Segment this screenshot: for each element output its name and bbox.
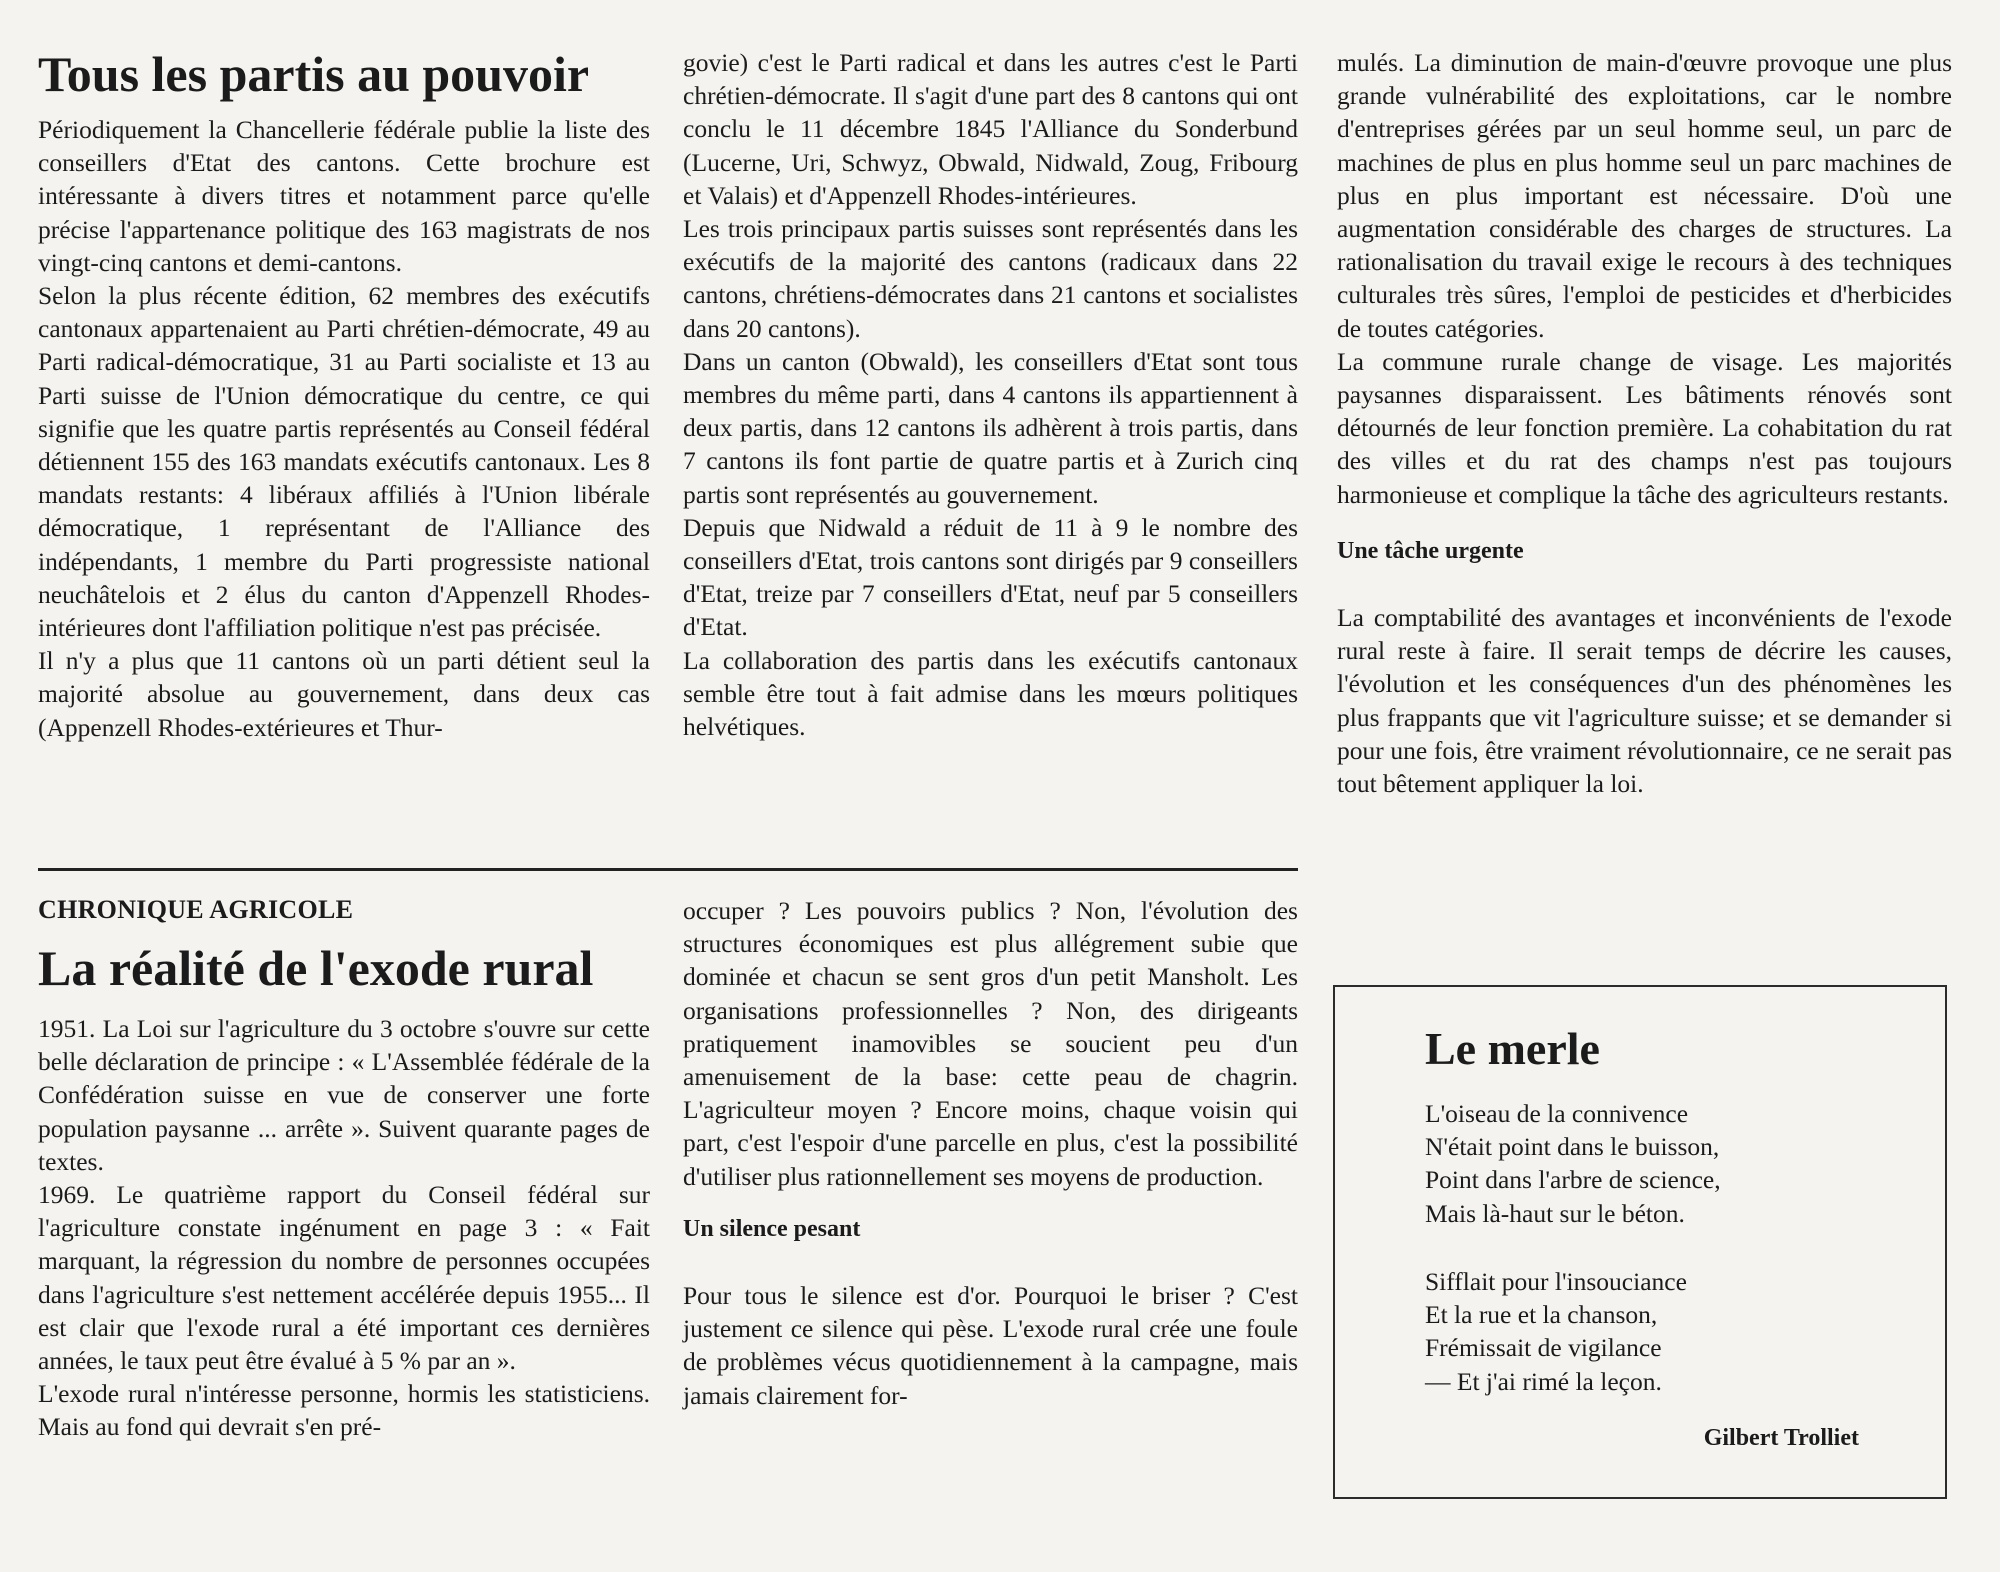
article1-paragraph-1: Périodiquement la Chancellerie fédérale publie la liste des conseillers d'Etat des cantons. Cette brochure est intéressante à divers titres et notamment parce qu'elle précise l'appartenance politique des 163 magistrats de nos vingt-cinq cantons et demi-cantons.	[38, 115, 650, 277]
subheading: Une tâche urgente	[1337, 537, 1524, 564]
poem-box	[1333, 985, 1947, 1499]
article-headline: Tous les partis au pouvoir	[38, 46, 590, 102]
poem-title: Le merle	[1425, 1023, 1600, 1074]
article1-column-1	[38, 113, 650, 744]
article2-paragraph-4b: mulés. La diminution de main-d'œuvre provoque une plus grande vulnérabilité des exploitations, car le nombre d'entreprises gérées par un seul homme seul, un parc de machines de plus en plus homme seul un parc machines de plus en plus important est nécessaire. D'où une augmentation considérable des charges de structures. La rationalisation du travail exige le recours à des techniques culturales très sûres, l'emploi de pesticides et d'herbicides de toutes catégories.	[1337, 48, 1952, 343]
article1-paragraph-3b: govie) c'est le Parti radical et dans les autres c'est le Parti chrétien-démocrate. Il s'agit d'une part des 8 cantons qui ont conclu le 11 décembre 1845 l'Alliance du Sonderbund (Lucerne, Uri, Schwyz, Obwald, Nidwald, Zoug, Fribourg et Valais) et d'Appenzell Rhodes-intérieures.	[683, 48, 1298, 210]
poem-line: L'oiseau de la connivence	[1425, 1099, 1689, 1128]
article2-paragraph-4a: Pour tous le silence est d'or. Pourquoi le briser ? C'est justement ce silence qui pèse. L'exode rural crée une foule de problèmes vécus quotidiennement à la campagne, mais jamais clairement for-	[683, 1281, 1298, 1410]
article1-column-2	[683, 46, 1298, 743]
article1-paragraph-2: Selon la plus récente édition, 62 membres des exécutifs cantonaux appartenaient au Parti chrétien-démocrate, 49 au Parti radical-démocratique, 31 au Parti socialiste et 13 au Parti suisse de l'Union démocratique du centre, ce qui signifie que les quatre partis représentés au Conseil fédéral détiennent 155 des 163 mandats exécutifs cantonaux. Les 8 mandats restants: 4 libéraux affiliés à l'Union libérale démocratique, 1 représentant de l'Alliance des indépendants, 1 membre du Parti progressiste national neuchâtelois et 2 élus du canton d'Appenzell Rhodes-intérieures dont l'affiliation politique n'est pas précisée.	[38, 281, 650, 643]
section-divider	[38, 868, 1298, 871]
article2-paragraph-6: La comptabilité des avantages et inconvénients de l'exode rural reste à faire. Il serait temps de décrire les causes, l'évolution et les conséquences d'un des phénomènes les plus frappants que vit l'agriculture suisse; et se demander si pour une fois, être vraiment révolutionnaire, ce ne serait pas tout bêtement appliquer la loi.	[1337, 603, 1952, 799]
article2-column-2	[683, 894, 1298, 1412]
section-kicker: CHRONIQUE AGRICOLE	[38, 895, 354, 924]
article2-paragraph-2: 1969. Le quatrième rapport du Conseil fédéral sur l'agriculture constate ingénument en page 3 : « Fait marquant, la régression du nombre de personnes occupées dans l'agriculture s'est nettement accélérée depuis 1955... Il est clair que l'exode rural a été important ces dernières années, le taux peut être évalué à 5 % par an ».	[38, 1180, 650, 1376]
article1-paragraph-3a: Il n'y a plus que 11 cantons où un parti détient seul la majorité absolue au gouvernement, dans deux cas (Appenzell Rhodes-extérieures et Thur-	[38, 646, 650, 742]
article1-paragraph-7: La collaboration des partis dans les exécutifs cantonaux semble être tout à fait admise dans les mœurs politiques helvétiques.	[683, 645, 1298, 742]
subheading: Un silence pesant	[683, 1215, 861, 1242]
article1-paragraph-4: Les trois principaux partis suisses sont représentés dans les exécutifs de la majorité des cantons (radicaux dans 22 cantons, chrétiens-démocrates dans 21 cantons et socialistes dans 20 cantons).	[683, 214, 1298, 343]
poem-stanza	[1425, 1097, 1721, 1230]
poem-line: N'était point dans le buisson,	[1425, 1132, 1720, 1162]
poem-author: Gilbert Trolliet	[1703, 1425, 1859, 1451]
poem-line: Et la rue et la chanson,	[1425, 1300, 1658, 1330]
article2-paragraph-3b: occuper ? Les pouvoirs publics ? Non, l'évolution des structures économiques est plus allégrement subie que dominée et chacun se sent gros d'un petit Mansholt. Les organisations professionnelles ? Non, des dirigeants pratiquement inamovibles se soucient peu d'un amenuisement de la base: cette peau de chagrin. L'agriculteur moyen ? Encore moins, chaque voisin qui part, c'est l'espoir d'une parcelle en plus, c'est la possibilité d'utiliser plus rationnellement ses moyens de production.	[683, 896, 1298, 1191]
article2-paragraph-1: 1951. La Loi sur l'agriculture du 3 octobre s'ouvre sur cette belle déclaration de principe : « L'Assemblée fédérale de la Confédération suisse en vue de conserver une forte population paysanne ... arrête ». Suivent quarante pages de textes.	[38, 1014, 650, 1176]
poem-line: — Et j'ai rimé la leçon.	[1425, 1366, 1662, 1396]
poem-line: Sifflait pour l'insouciance	[1425, 1267, 1687, 1296]
article1-paragraph-5: Dans un canton (Obwald), les conseillers d'Etat sont tous membres du même parti, dans 4 cantons ils appartiennent à deux partis, dans 12 cantons ils adhèrent à trois partis, dans 7 cantons ils font partie de quatre partis et à Zurich cinq partis sont représentés au gouvernement.	[683, 346, 1298, 509]
article-headline: La réalité de l'exode rural	[38, 940, 594, 996]
article2-paragraph-5: La commune rurale change de visage. Les majorités paysannes disparaissent. Les bâtiments rénovés sont détournés de leur fonction première. La cohabitation du rat des villes et du rat des champs n'est pas toujours harmonieuse et complique la tâche des agriculteurs restants.	[1337, 346, 1952, 509]
article1-paragraph-6: Depuis que Nidwald a réduit de 11 à 9 le nombre des conseillers d'Etat, trois cantons sont dirigés par 9 conseillers d'Etat, treize par 7 conseillers d'Etat, neuf par 5 conseillers d'Etat.	[683, 512, 1298, 642]
poem-line: Frémissait de vigilance	[1425, 1333, 1662, 1363]
article2-paragraph-3a: L'exode rural n'intéresse personne, hormis les statisticiens. Mais au fond qui devrait s'en pré-	[38, 1379, 650, 1442]
poem-line: Point dans l'arbre de science,	[1425, 1165, 1721, 1195]
article2-column-3	[1337, 46, 1952, 800]
poem-line: Mais là-haut sur le béton.	[1425, 1198, 1685, 1228]
poem-stanza	[1425, 1265, 1687, 1398]
article2-column-1	[38, 1012, 650, 1444]
